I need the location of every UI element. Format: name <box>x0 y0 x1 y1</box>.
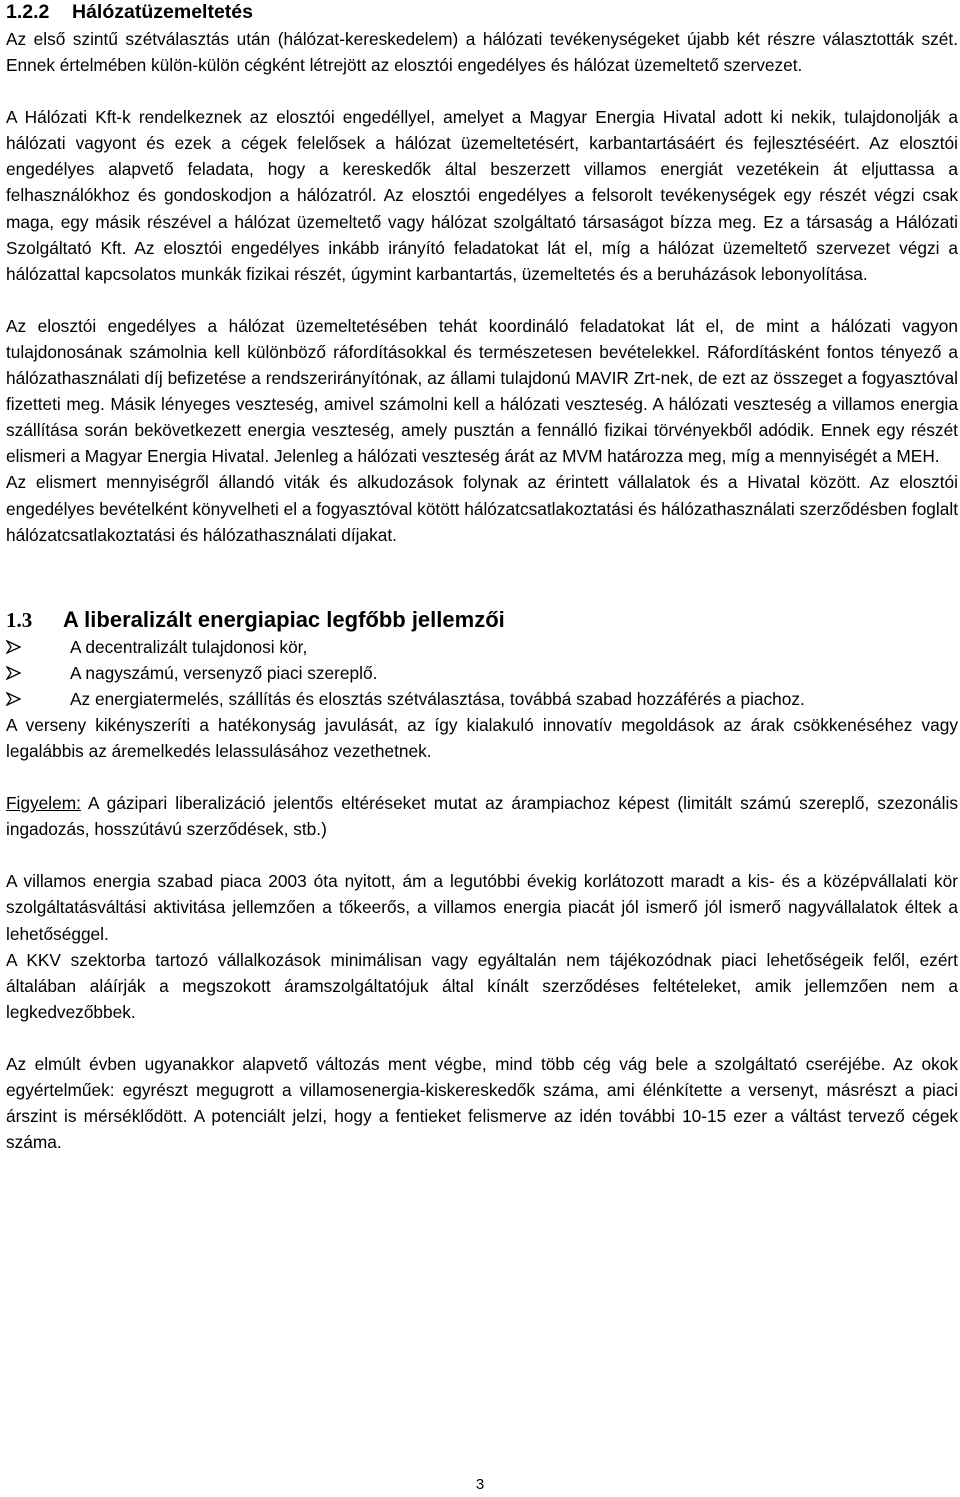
section-heading-1-2-2 <box>6 0 958 26</box>
paragraph-spacer <box>6 78 958 104</box>
page-number: 3 <box>475 1476 485 1493</box>
section-heading-1-3 <box>6 600 958 634</box>
paragraph: Az első szintű szétválasztás után (hálózat-kereskedelem) a hálózati tevékenységeket újabb két részre választották szét. Ennek értelmében külön-külön cégként létrejött az elosztói engedélyes és hálózat üzemeltető szervezet. <box>6 29 958 76</box>
paragraph-spacer <box>6 1025 958 1051</box>
note-label: Figyelem: <box>6 793 81 814</box>
section-title: A liberalizált energiapiac legfőbb jellemzői <box>63 606 505 632</box>
paragraph: A KKV szektorba tartozó vállalkozások minimálisan vagy egyáltalán nem tájékozódnak piaci lehetőségeik felől, ezért általában aláírják a megszokott áramszolgáltatójuk által kínált szerződéses feltételeket, amik jellemzően nem a legkedvezőbbek. <box>6 949 958 1022</box>
paragraph: Az elismert mennyiségről állandó viták és alkudozások folynak az érintett vállalatok és a Hivatal között. Az elosztói engedélyes bevételként könyvelheti el a fogyasztóval kötött hálózatcsatlakoztatási és hálózathasználati szerződésben foglalt hálózatcsatlakoztatási és hálózathasználati díjakat. <box>6 472 959 545</box>
note-text: A gázipari liberalizáció jelentős eltéréseket mutat az árampiachoz képest (limitált számú szereplő, szezonális ingadozás, hosszútávú szerződések, stb.) <box>6 793 958 840</box>
paragraph-spacer <box>6 764 958 790</box>
paragraph: A verseny kikényszeríti a hatékonyság javulását, az így kialakuló innovatív megoldások az árak csökkenéséhez vagy legalábbis az áremelkedés lelassulásához vezethetnek. <box>6 714 958 762</box>
paragraph: Az elosztói engedélyes a hálózat üzemeltetésében tehát koordináló feladatokat lát el, de mint a hálózati vagyon tulajdonosának számolnia kell különböző ráfordításokkal és természetesen bevételekkel. Ráfordításként fontos tényező a hálózathasználati díj befizetése a rendszerirányítónak, az állami tulajdonú MAVIR Zrt-nek, de ezt az összeget a fogyasztóval fizetteti meg. Másik lényeges veszteség, amivel számolni kell a hálózati veszteség. A hálózati veszteség a villamos energia szállítása során bekövetkezett energia veszteség, amely pusztán a fennálló fizikai törvényekből adódik. Ennek egy részét elismeri a Magyar Energia Hivatal. Jelenleg a hálózati veszteség árát az MVM határozza meg, míg a mennyiségét a MEH. <box>6 315 958 467</box>
note-paragraph <box>6 790 958 842</box>
list-item <box>6 634 958 660</box>
arrow-bullet-icon <box>6 660 70 686</box>
list-item-text: A decentralizált tulajdonosi kör, <box>70 636 308 657</box>
list-item-text: A nagyszámú, versenyző piaci szereplő. <box>70 662 378 683</box>
bullet-list <box>6 634 958 712</box>
list-item <box>6 686 958 712</box>
list-item <box>6 660 958 686</box>
paragraph: Az elmúlt évben ugyanakkor alapvető változás ment végbe, mind több cég vág bele a szolgáltató cseréjébe. Az okok egyértelműek: egyrészt megugrott a villamosenergia-kiskereskedők száma, ami élénkítette a versenyt, másrészt a piaci árszint is mérséklődött. A potenciált jelzi, hogy a fentieket felismerve az idén további 10-15 ezer a váltást tervező cégek száma. <box>6 1053 958 1153</box>
paragraph-spacer <box>6 548 958 574</box>
section-number: 1.3 <box>6 607 33 632</box>
paragraph: A Hálózati Kft-k rendelkeznek az elosztói engedéllyel, amelyet a Magyar Energia Hivatal adott ki nekik, tulajdonolják a hálózati vagyont és ezek a cégek felelősek a hálózat üzemeltetésért, karbantartásáért és fejlesztéséért. Az elosztói engedélyes alapvető feladata, hogy a kereskedők által beszerzett villamos energiát vezetékein át eljuttassa a felhasználókhoz és gondoskodjon a hálózatról. Az elosztói engedélyes a felsorolt tevékenységek egy részét végzi csak maga, egy másik részével a hálózat üzemeltető vagy hálózat szolgáltató társaságot bízza meg. Ez a társaság a Hálózati Szolgáltató Kft. Az elosztói engedélyes inkább irányító feladatokat lát el, míg a hálózat üzemeltető szervezet végzi a hálózattal kapcsolatos munkák fizikai részét, úgymint karbantartás, üzemeltetés és a beruházások lebonyolítása. <box>6 107 958 284</box>
paragraph-spacer <box>6 574 958 600</box>
arrow-bullet-icon <box>6 634 70 660</box>
arrow-bullet-icon <box>6 686 70 712</box>
paragraph-spacer <box>6 287 958 313</box>
list-item-text: Az energiatermelés, szállítás és elosztás szétválasztása, továbbá szabad hozzáférés a piachoz. <box>70 688 805 709</box>
paragraph: A villamos energia szabad piaca 2003 óta nyitott, ám a legutóbbi évekig korlátozott maradt a kis- és a középvállalati kör szolgáltatásváltási aktivitása jellemzően a tőkeerős, a villamos energia piacát jól ismerő jól ismerő nagyvállalatok éltek a lehetőséggel. <box>6 871 958 944</box>
section-number: 1.2.2 <box>6 1 50 23</box>
section-title: Hálózatüzemeltetés <box>72 1 253 23</box>
document-page <box>6 0 958 1155</box>
paragraph-spacer <box>6 842 958 868</box>
